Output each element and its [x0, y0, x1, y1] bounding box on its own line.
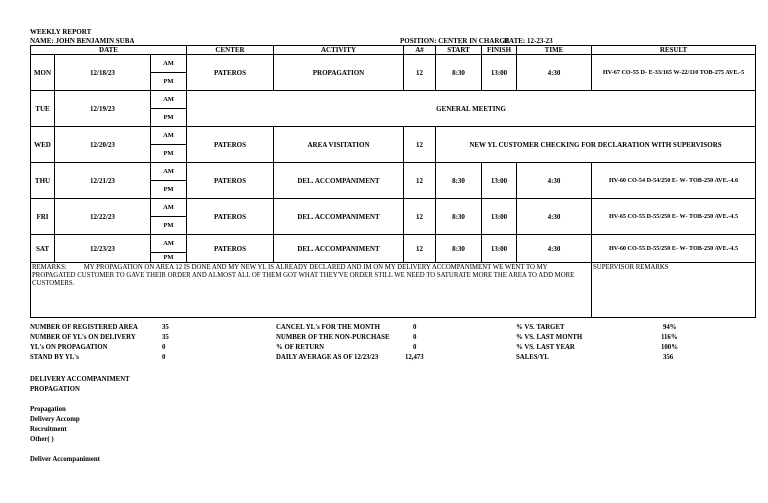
time-cell: 4:30 — [517, 235, 592, 263]
customer-checking-cell: NEW YL CUSTOMER CHECKING FOR DECLARATION WITH SUPERVISORS — [436, 127, 756, 163]
date-cell: 12/23/23 — [55, 235, 151, 263]
time-cell: 4:30 — [517, 163, 592, 199]
report-title: WEEKLY REPORT — [30, 28, 92, 36]
col-header-finish: FINISH — [482, 46, 517, 55]
activity-cell: AREA VISITATION — [274, 127, 404, 163]
stat-value: 356 — [663, 354, 674, 361]
stat-label: % OF RETURN — [276, 344, 325, 351]
col-header-center: CENTER — [187, 46, 274, 55]
date-cell: 12/19/23 — [55, 91, 151, 127]
center-cell: PATEROS — [187, 235, 274, 263]
stat-value: 94% — [663, 324, 677, 331]
stat-label: SALES/YL — [516, 354, 549, 361]
stat-label: NUMBER OF THE NON-PURCHASE — [276, 334, 390, 341]
area-cell: 12 — [404, 55, 436, 91]
footer-list-item: Delivery Accomp — [30, 416, 80, 423]
remarks-box — [31, 263, 592, 318]
activity-cell: DEL. ACCOMPANIMENT — [274, 163, 404, 199]
col-header-time: TIME — [517, 46, 592, 55]
footer-heading: DELIVERY ACCOMPANIMENT — [30, 376, 130, 383]
table-row — [31, 199, 756, 217]
area-cell: 12 — [404, 235, 436, 263]
date-cell: 12/21/23 — [55, 163, 151, 199]
area-cell: 12 — [404, 127, 436, 163]
employee-name: NAME: JOHN BENJAMIN SUBA — [30, 37, 135, 45]
remarks-label: REMARKS: — [32, 264, 67, 271]
pm-cell: PM — [151, 109, 187, 127]
day-cell: SAT — [31, 235, 55, 263]
start-cell: 8:30 — [436, 235, 482, 263]
col-header-date: DATE — [31, 46, 187, 55]
date-cell: 12/18/23 — [55, 55, 151, 91]
day-cell: FRI — [31, 199, 55, 235]
footer-subheading: PROPAGATION — [30, 386, 80, 393]
stat-label: NUMBER OF REGISTERED AREA — [30, 324, 138, 331]
date-cell: 12/20/23 — [55, 127, 151, 163]
stat-value: 116% — [661, 334, 678, 341]
activity-cell: DEL. ACCOMPANIMENT — [274, 235, 404, 263]
day-cell: MON — [31, 55, 55, 91]
footer-list-item: Other( ) — [30, 436, 54, 443]
center-cell: PATEROS — [187, 55, 274, 91]
day-cell: THU — [31, 163, 55, 199]
table-row — [31, 235, 756, 253]
center-cell: PATEROS — [187, 127, 274, 163]
report-date: DATE: 12-23-23 — [504, 37, 553, 45]
pm-cell: PM — [151, 253, 187, 263]
table-row — [31, 55, 756, 73]
finish-cell: 13:00 — [482, 55, 517, 91]
stat-label: DAILY AVERAGE AS OF 12/23/23 — [276, 354, 379, 361]
stat-value: 0 — [413, 344, 417, 351]
stat-value: 0 — [413, 324, 417, 331]
am-cell: AM — [151, 163, 187, 181]
pm-cell: PM — [151, 73, 187, 91]
activity-cell: DEL. ACCOMPANIMENT — [274, 199, 404, 235]
footer-list-item: Propagation — [30, 406, 66, 413]
stat-label: STAND BY YL's — [30, 354, 79, 361]
footer-last-line: Deliver Accompaniment — [30, 456, 100, 463]
stat-label: YL's ON PROPAGATION — [30, 344, 108, 351]
result-cell: HV-65 CO-55 D-55/250 E- W- TOB-250 AVE.-4.5 — [592, 199, 756, 235]
table-row — [31, 163, 756, 181]
start-cell: 8:30 — [436, 55, 482, 91]
stat-value: 0 — [413, 334, 417, 341]
time-cell: 4:30 — [517, 55, 592, 91]
stat-label: CANCEL YL's FOR THE MONTH — [276, 324, 380, 331]
pm-cell: PM — [151, 145, 187, 163]
center-cell: PATEROS — [187, 199, 274, 235]
finish-cell: 13:00 — [482, 163, 517, 199]
finish-cell: 13:00 — [482, 235, 517, 263]
start-cell: 8:30 — [436, 199, 482, 235]
activity-cell: PROPAGATION — [274, 55, 404, 91]
table-row — [31, 127, 756, 145]
remarks-text: MY PROPAGATION ON AREA 12 IS DONE AND MY NEW YL IS ALREADY DECLARED AND IM ON MY DELIVERY ACCOMPANIMENT WE WENT TO MY PROPAGATED CUSTOMER TO GAVE THEIR ORDER AND ALMOST ALL OF THEM GOT WHAT THEY'VE ORDER STILL WE NEED TO SATURATE MORE THE AREA TO ADD MORE CUSTOMERS. — [32, 264, 575, 287]
date-cell: 12/22/23 — [55, 199, 151, 235]
stat-value: 12,473 — [405, 354, 424, 361]
col-header-result: RESULT — [592, 46, 756, 55]
col-header-start: START — [436, 46, 482, 55]
start-cell: 8:30 — [436, 163, 482, 199]
day-cell: TUE — [31, 91, 55, 127]
col-header-area-number: A# — [404, 46, 436, 55]
remarks-row — [31, 263, 756, 318]
result-cell: HV-67 CO-55 D- E-33/165 W-22/110 TOB-275 AVE.-5 — [592, 55, 756, 91]
stat-label: % VS. TARGET — [516, 324, 565, 331]
finish-cell: 13:00 — [482, 199, 517, 235]
stat-value: 0 — [162, 354, 166, 361]
stat-value: 35 — [162, 324, 169, 331]
supervisor-remarks-label: SUPERVISOR REMARKS — [593, 264, 669, 271]
area-cell: 12 — [404, 199, 436, 235]
am-cell: AM — [151, 199, 187, 217]
am-cell: AM — [151, 55, 187, 73]
table-row — [31, 91, 756, 109]
day-cell: WED — [31, 127, 55, 163]
stat-label: % VS. LAST YEAR — [516, 344, 575, 351]
weekly-schedule-table — [30, 45, 756, 318]
am-cell: AM — [151, 235, 187, 253]
area-cell: 12 — [404, 163, 436, 199]
pm-cell: PM — [151, 181, 187, 199]
result-cell: HV-60 CO-54 D-54/250 E- W- TOB-250 AVE.-4.6 — [592, 163, 756, 199]
general-meeting-cell: GENERAL MEETING — [187, 91, 756, 127]
result-cell: HV-60 CO-55 D-55/250 E- W- TOB-250 AVE.-4.5 — [592, 235, 756, 263]
position-label: POSITION: CENTER IN CHARGE — [400, 37, 510, 45]
footer-list-item: Recruitment — [30, 426, 67, 433]
table-header-row — [31, 46, 756, 55]
stat-value: 0 — [162, 344, 166, 351]
stat-label: % VS. LAST MONTH — [516, 334, 583, 341]
col-header-activity: ACTIVITY — [274, 46, 404, 55]
time-cell: 4:30 — [517, 199, 592, 235]
pm-cell: PM — [151, 217, 187, 235]
am-cell: AM — [151, 91, 187, 109]
center-cell: PATEROS — [187, 163, 274, 199]
stat-label: NUMBER OF YL's ON DELIVERY — [30, 334, 136, 341]
supervisor-remarks-box — [592, 263, 756, 318]
stat-value: 35 — [162, 334, 169, 341]
am-cell: AM — [151, 127, 187, 145]
stat-value: 100% — [661, 344, 678, 351]
